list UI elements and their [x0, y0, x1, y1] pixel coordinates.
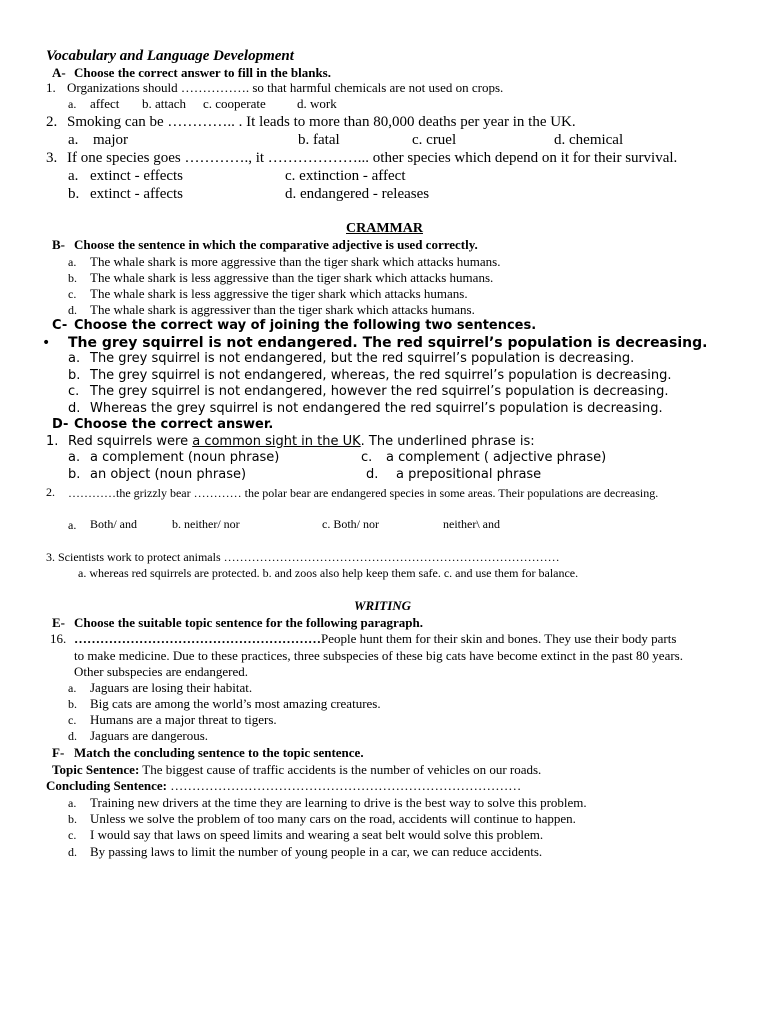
b-option-c: The whale shark is less aggressive the tiger shark which attacks humans. — [90, 286, 468, 301]
q1-number: 1. — [46, 80, 56, 95]
e-option-b-letter: b. — [68, 697, 77, 711]
q1-text: Organizations should ……………. so that harmful chemicals are not used on crops. — [67, 80, 504, 95]
q3-option-a: extinct - effects — [90, 168, 184, 184]
d-q2-text: …………the grizzly bear ………… the polar bear are endangered species in some areas. Their populations are decreasing. — [68, 486, 659, 500]
c-option-b: The grey squirrel is not endangered, whereas, the red squirrel’s population is decreasing. — [90, 368, 672, 383]
d-q1-number: 1. — [46, 434, 59, 449]
b-option-d-letter: d. — [68, 303, 77, 317]
f-option-d-letter: d. — [68, 845, 77, 859]
d-q1-option-d: a prepositional phrase — [396, 467, 542, 482]
q3-option-a-letter: a. — [68, 168, 79, 184]
f-option-c: I would say that laws on speed limits and wearing a seat belt would solve this problem. — [90, 827, 544, 842]
e-option-a-letter: a. — [68, 681, 77, 695]
section-f-instruction: Match the concluding sentence to the topic sentence. — [74, 745, 364, 760]
writing-title: WRITING — [354, 598, 412, 613]
f-option-a-letter: a. — [68, 796, 77, 810]
q2-option-a: major — [93, 132, 128, 148]
d-q2-number: 2. — [46, 485, 55, 499]
q1-option-a-letter: a. — [68, 97, 77, 111]
section-b-label: B- — [52, 237, 65, 252]
c-option-b-letter: b. — [68, 368, 81, 383]
d-q2-option-d: neither\ and — [443, 517, 500, 531]
b-option-d: The whale shark is aggressiver than the tiger shark which attacks humans. — [90, 302, 475, 317]
topic-sentence-text: The biggest cause of traffic accidents is the number of vehicles on our roads. — [139, 762, 542, 777]
b-option-c-letter: c. — [68, 287, 77, 301]
e-q16-para2: to make medicine. Due to these practices, three subspecies of these big cats have become extinct in the past 80 years. — [74, 648, 683, 663]
q3-text: If one species goes …………., it ………………... other species which depend on it for their survival. — [67, 150, 678, 166]
e-q16-number: 16. — [50, 631, 67, 646]
c-option-c-letter: c. — [68, 384, 80, 399]
section-f-label: F- — [52, 745, 65, 760]
b-option-b-letter: b. — [68, 271, 77, 285]
grammar-title: CRAMMAR — [346, 221, 423, 236]
c-option-d-letter: d. — [68, 401, 81, 416]
q3-option-c: c. extinction - affect — [285, 168, 406, 184]
q2-option-d: d. chemical — [554, 132, 624, 148]
q3-option-b-letter: b. — [68, 186, 80, 202]
vocab-title: Vocabulary and Language Development — [46, 48, 294, 64]
q1-option-d: d. work — [297, 96, 337, 111]
f-option-d: By passing laws to limit the number of young people in a car, we can reduce accidents. — [90, 844, 543, 859]
d-q2-option-a-letter: a. — [68, 518, 77, 532]
d-q1-option-c-letter: c. — [361, 450, 373, 465]
d-q3-text: 3. Scientists work to protect animals ………………………………………………………………………… — [46, 550, 560, 564]
e-option-b: Big cats are among the world’s most amazing creatures. — [90, 696, 381, 711]
bullet-icon: • — [42, 335, 51, 351]
f-option-c-letter: c. — [68, 828, 77, 842]
f-option-b: Unless we solve the problem of too many cars on the road, accidents will continue to happen. — [90, 811, 576, 826]
q3-number: 3. — [46, 150, 58, 166]
q2-option-b: b. fatal — [298, 132, 340, 148]
c-sentence: The grey squirrel is not endangered. The red squirrel’s population is decreasing. — [68, 335, 708, 351]
b-option-a-letter: a. — [68, 255, 77, 269]
q3-option-d: d. endangered - releases — [285, 186, 430, 202]
d-q1-option-b-letter: b. — [68, 467, 81, 482]
section-e-instruction: Choose the suitable topic sentence for the following paragraph. — [74, 615, 423, 630]
d-q2-option-b: b. neither/ nor — [172, 517, 240, 531]
d-q1-option-d-letter: d. — [366, 467, 379, 482]
q2-text: Smoking can be ………….. . It leads to more than 80,000 deaths per year in the UK. — [67, 114, 576, 130]
section-e-label: E- — [52, 615, 65, 630]
section-d-instruction: Choose the correct answer. — [74, 417, 274, 432]
q2-option-a-letter: a. — [68, 132, 79, 148]
q2-option-c: c. cruel — [412, 132, 457, 148]
d-q1-post: . The underlined phrase is: — [360, 434, 535, 449]
q3-option-b: extinct - affects — [90, 186, 184, 202]
c-option-d: Whereas the grey squirrel is not endangered the red squirrel’s population is decreasing. — [90, 401, 663, 416]
d-q1-underlined: a common sight in the UK — [192, 434, 361, 449]
section-d-label: D- — [52, 417, 69, 432]
section-c-instruction: Choose the correct way of joining the following two sentences. — [74, 318, 537, 333]
e-option-a: Jaguars are losing their habitat. — [90, 680, 253, 695]
b-option-a: The whale shark is more aggressive than the tiger shark which attacks humans. — [90, 254, 501, 269]
q1-option-b: b. attach — [142, 96, 187, 111]
e-q16-para1: People hunt them for their skin and bones. They use their body parts — [321, 631, 677, 646]
f-option-b-letter: b. — [68, 812, 77, 826]
e-option-d: Jaguars are dangerous. — [90, 728, 209, 743]
d-q1-option-b: an object (noun phrase) — [90, 467, 247, 482]
c-option-a-letter: a. — [68, 351, 81, 366]
e-option-c-letter: c. — [68, 713, 77, 727]
e-q16-dots: ………………………………………………… — [74, 631, 321, 646]
q2-number: 2. — [46, 114, 58, 130]
c-option-c: The grey squirrel is not endangered, however the red squirrel’s population is decreasing. — [90, 384, 669, 399]
concluding-sentence — [46, 779, 521, 794]
d-q3-options: a. whereas red squirrels are protected. b. and zoos also help keep them safe. c. and use them for balance. — [78, 566, 579, 580]
d-q2-option-c: c. Both/ nor — [322, 517, 379, 531]
concluding-sentence-dots: ……………………………………………………………………… — [166, 778, 522, 793]
section-a-instruction: Choose the correct answer to fill in the blanks. — [74, 65, 331, 80]
section-b-instruction: Choose the sentence in which the comparative adjective is used correctly. — [74, 237, 478, 252]
section-c-label: C- — [52, 318, 68, 333]
d-q2-option-a: Both/ and — [90, 517, 137, 531]
b-option-b: The whale shark is less aggressive than the tiger shark which attacks humans. — [90, 270, 494, 285]
concluding-sentence-label: Concluding Sentence: — [46, 778, 167, 793]
e-option-c: Humans are a major threat to tigers. — [90, 712, 277, 727]
q1-option-c: c. cooperate — [203, 96, 266, 111]
q1-option-a: affect — [90, 96, 120, 111]
d-q1-option-a: a complement (noun phrase) — [90, 450, 280, 465]
e-q16-para3: Other subspecies are endangered. — [74, 664, 248, 679]
d-q1-option-a-letter: a. — [68, 450, 81, 465]
c-option-a: The grey squirrel is not endangered, but the red squirrel’s population is decreasing. — [90, 351, 635, 366]
topic-sentence-label: Topic Sentence: — [52, 762, 140, 777]
d-q1-text — [68, 435, 535, 450]
f-option-a: Training new drivers at the time they are learning to drive is the best way to solve this problem. — [90, 795, 587, 810]
d-q1-pre: Red squirrels were — [68, 434, 193, 449]
d-q1-option-c: a complement ( adjective phrase) — [386, 450, 607, 465]
e-q16-line1 — [74, 632, 676, 647]
section-a-label: A- — [52, 65, 66, 80]
e-option-d-letter: d. — [68, 729, 77, 743]
topic-sentence — [52, 763, 541, 778]
